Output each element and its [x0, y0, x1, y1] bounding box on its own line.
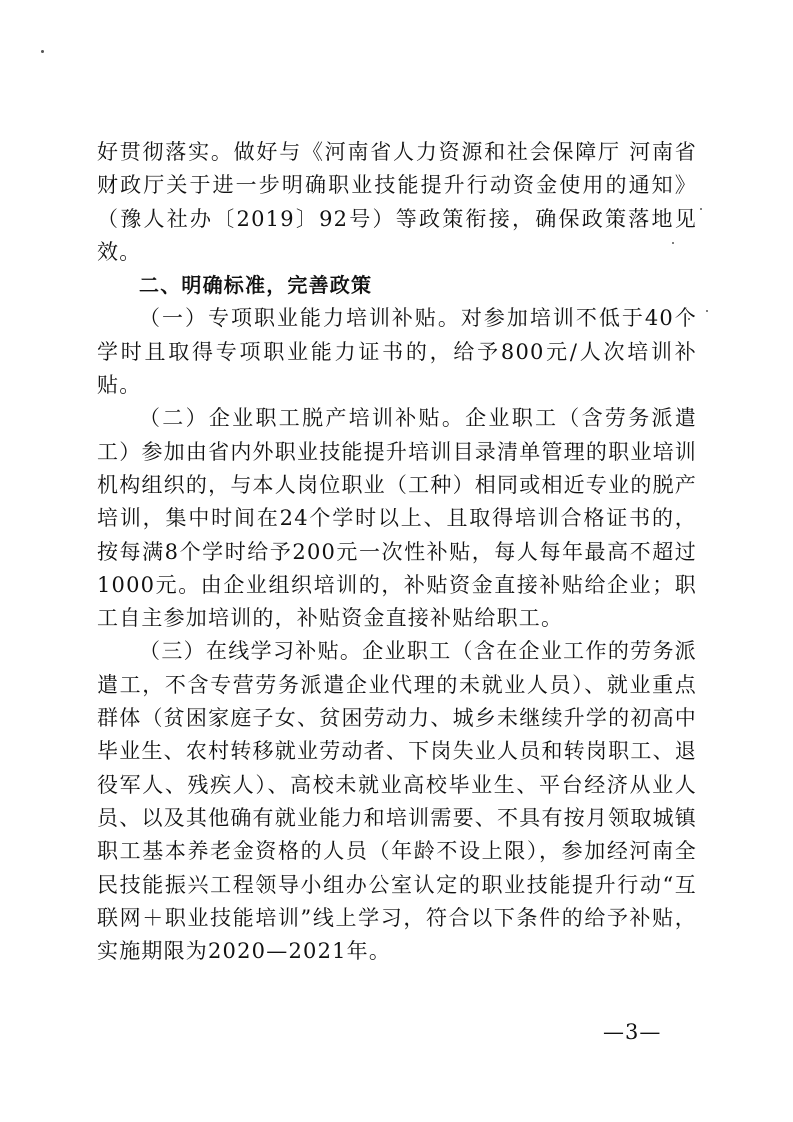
- paragraph-item-3: （三）在线学习补贴。企业职工（含在企业工作的劳务派遣工，不含专营劳务派遣企业代理的未就业人员）、就业重点群体（贫困家庭子女、贫困劳动力、城乡未继续升学的初高中毕业生、农村转移就业劳动者、下岗失业人员和转岗职工、退役军人、残疾人）、高校未就业高校毕业生、平台经济从业人员、以及其他确有就业能力和培训需要、不具有按月领取城镇职工基本养老金资格的人员（年龄不设上限），参加经河南全民技能振兴工程领导小组办公室认定的职业技能提升行动“互联网＋职业技能培训”线上学习，符合以下条件的给予补贴，实施期限为2020—2021年。: [97, 639, 697, 964]
- paragraph-item-1: （一）专项职业能力培训补贴。对参加培训不低于40个学时且取得专项职业能力证书的，给予800元/人次培训补贴。: [97, 306, 697, 398]
- scan-speck: [700, 208, 702, 210]
- page-number: —3—: [603, 1020, 662, 1044]
- paragraph-item-2: （二）企业职工脱产培训补贴。企业职工（含劳务派遣工）参加由省内外职业技能提升培训目录清单管理的职业培训机构组织的，与本人岗位职业（工种）相同或相近专业的脱产培训，集中时间在24个学时以上、且取得培训合格证书的，按每满8个学时给予200元一次性补贴，每人每年最高不超过1000元。由企业组织培训的，补贴资金直接补贴给企业；职工自主参加培训的，补贴资金直接补贴给职工。: [97, 406, 697, 631]
- scan-speck: [41, 50, 44, 53]
- document-body: [97, 136, 697, 968]
- scan-speck: [706, 310, 708, 312]
- paragraph-continuation: 好贯彻落实。做好与《河南省人力资源和社会保障厅 河南省财政厅关于进一步明确职业技能提升行动资金使用的通知》（豫人社办〔2019〕92号）等政策衔接，确保政策落地见效。: [97, 140, 697, 264]
- section-heading: 二、明确标准，完善政策: [139, 273, 373, 298]
